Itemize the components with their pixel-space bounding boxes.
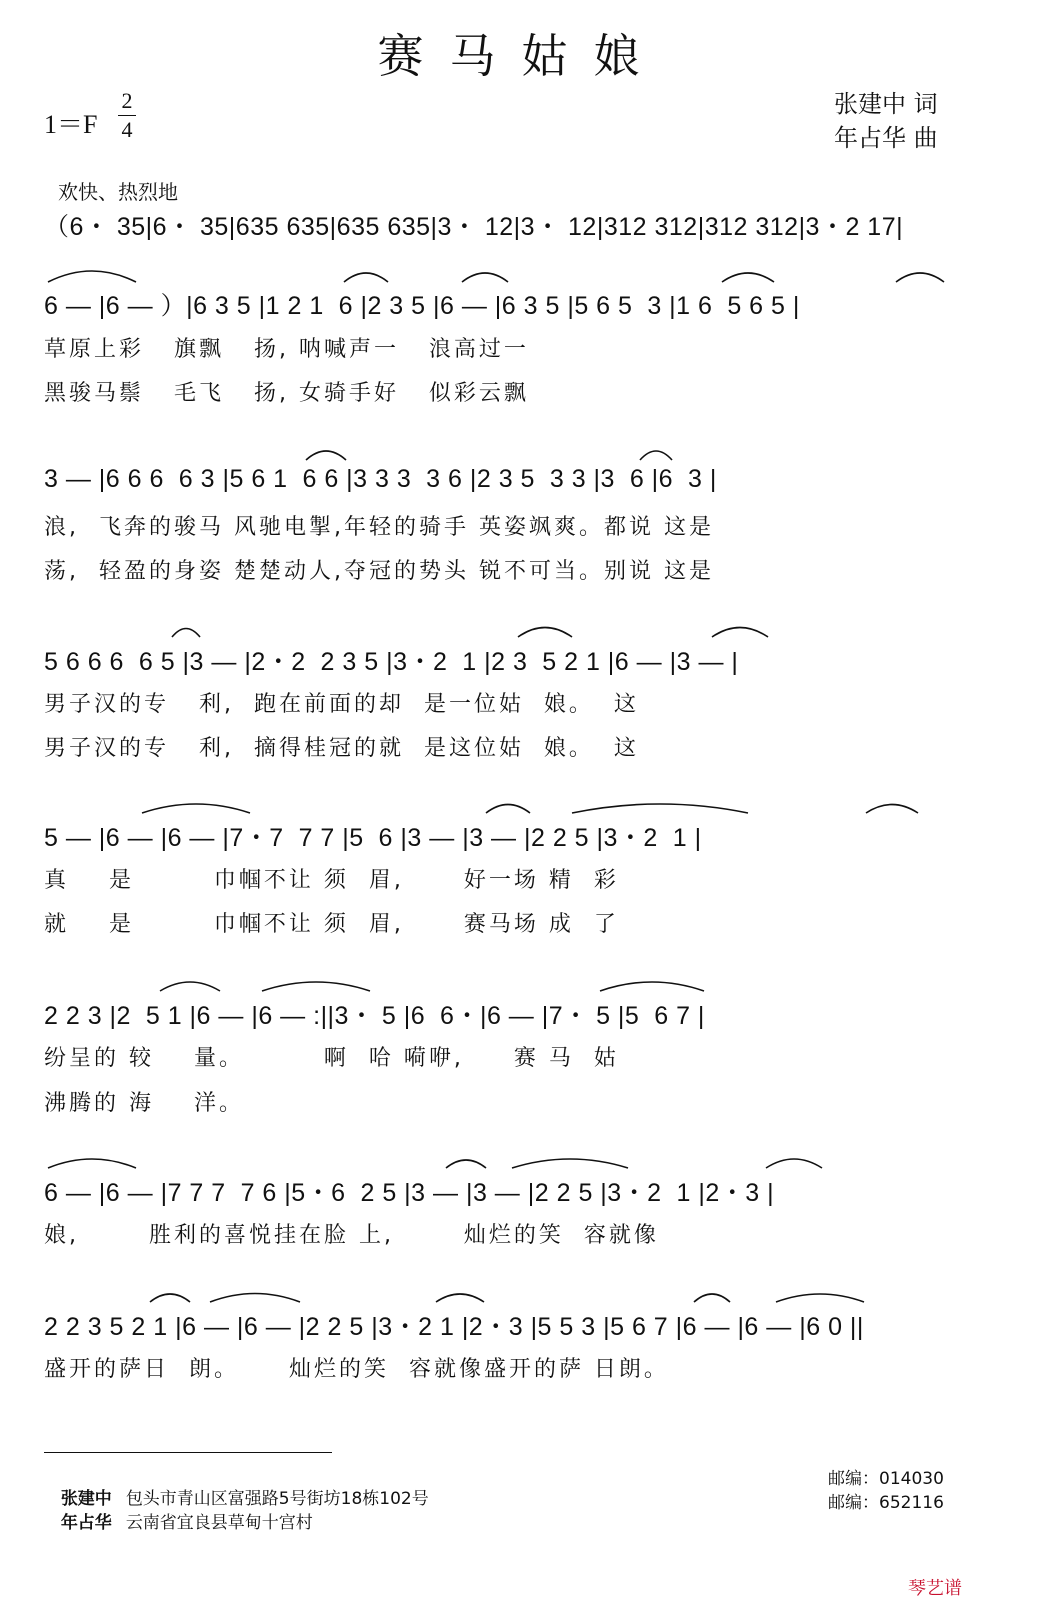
song-title: 赛马姑娘 — [377, 29, 666, 83]
lyric-line-7: 娘, 胜利的喜悦挂在脸 上, 灿烂的笑 容就像 — [44, 1223, 659, 1248]
lyric-line-3-verse-2: 荡, 轻盈的身姿 楚楚动人,夺冠的势头 锐不可当。别说 这是 — [44, 559, 714, 584]
notation-line-2: 6 — |6 — ）|6 3 5 |1 2 1 6 |2 3 5 |6 — |6 3 5 |5 6 5 3 |1 6 5 6 5 | — [44, 292, 800, 320]
footnote-name: 年占华 — [60, 1513, 112, 1533]
slur-arc — [446, 1160, 486, 1168]
notation-line-4: 5 6 6 6 6 5 |3 — |2・2 2 3 5 |3・2 1 |2 3 5 2 1 |6 — |3 — | — [44, 648, 739, 676]
lyric-line-3-verse-1: 浪, 飞奔的骏马 风驰电掣,年轻的骑手 英姿飒爽。都说 这是 — [44, 515, 714, 540]
lyric-line-4-verse-1: 男子汉的专 利, 跑在前面的却 是一位姑 娘。 这 — [44, 692, 639, 717]
slur-arc — [572, 804, 748, 813]
slur-arc — [172, 629, 200, 638]
notation-line-3: 3 — |6 6 6 6 3 |5 6 1 6 6 |3 3 3 3 6 |2 3 5 3 3 |3 6 |6 3 | — [44, 465, 717, 493]
slur-arc — [344, 273, 388, 282]
slur-arc — [600, 982, 704, 991]
composer-credit: 年占华 曲 — [834, 124, 938, 152]
lyric-line-4-verse-2: 男子汉的专 利, 摘得桂冠的就 是这位姑 娘。 这 — [44, 736, 639, 761]
lyric-line-6-verse-1: 纷呈的 较 量。 啊 哈 嗬咿, 赛 马 姑 — [44, 1046, 619, 1071]
notation-line-8: 2 2 3 5 2 1 |6 — |6 — |2 2 5 |3・2 1 |2・3 |5 5 3 |5 6 7 |6 — |6 — |6 0 || — [44, 1313, 864, 1341]
footnote-name: 张建中 — [60, 1489, 112, 1509]
lyric-line-8: 盛开的萨日 朗。 灿烂的笑 容就像盛开的萨 日朗。 — [44, 1357, 669, 1382]
slur-arc — [436, 1294, 484, 1302]
footnote-address: 云南省宜良县草甸十宫村 — [125, 1513, 313, 1533]
footnote-address: 包头市青山区富强路5号街坊18栋102号 — [125, 1489, 429, 1509]
slur-arc — [640, 451, 672, 460]
slur-arc — [766, 1159, 822, 1168]
slur-arc — [160, 982, 220, 991]
lyric-line-5-verse-2: 就 是 巾帼不让 须 眉, 赛马场 成 了 — [44, 912, 619, 937]
time-signature-bottom: 4 — [121, 117, 133, 142]
key-signature: 1＝F — [44, 110, 98, 139]
lyric-line-5-verse-1: 真 是 巾帼不让 须 眉, 好一场 精 彩 — [44, 868, 619, 893]
notation-line-7: 6 — |6 — |7 7 7 7 6 |5・6 2 5 |3 — |3 — |2 2 5 |3・2 1 |2・3 | — [44, 1179, 775, 1207]
footnote-postcode: 邮编：652116 — [828, 1493, 944, 1513]
lyric-line-6-verse-2: 沸腾的 海 洋。 — [44, 1091, 244, 1116]
lyric-line-2-verse-1: 草原上彩 旗飘 扬, 呐喊声一 浪高过一 — [44, 337, 529, 362]
slur-arc — [48, 271, 136, 282]
slur-arc — [150, 1294, 190, 1302]
slur-arc — [48, 1159, 136, 1168]
footnote-separator — [44, 1452, 332, 1453]
slur-arc — [776, 1294, 864, 1302]
notation-line-5: 5 — |6 — |6 — |7・7 7 7 |5 6 |3 — |3 — |2 2 5 |3・2 1 | — [44, 824, 702, 852]
slur-arc — [896, 273, 944, 282]
slur-arc — [262, 982, 370, 991]
watermark-logo: 琴艺谱 — [908, 1578, 962, 1599]
fraction-bar — [118, 115, 136, 116]
time-signature — [118, 88, 136, 143]
slur-arc — [512, 1159, 628, 1168]
slur-arc — [142, 804, 250, 813]
notation-line-6: 2 2 3 |2 5 1 |6 — |6 — :||3・ 5 |6 6・|6 — |7・ 5 |5 6 7 | — [44, 1002, 705, 1030]
slur-arc — [694, 1294, 730, 1302]
slur-arc — [210, 1294, 300, 1303]
tempo-marking: 欢快、热烈地 — [58, 180, 178, 204]
lyricist-credit: 张建中 词 — [834, 90, 938, 118]
slur-arc — [712, 628, 768, 638]
slur-arc — [462, 273, 508, 282]
lyric-line-2-verse-2: 黑骏马鬃 毛飞 扬, 女骑手好 似彩云飘 — [44, 381, 529, 406]
time-signature-top: 2 — [121, 88, 133, 113]
slur-arc — [306, 451, 346, 460]
notation-line-1: （6・ 35|6・ 35|635 635|635 635|3・ 12|3・ 12|312 312|312 312|3・2 17| — [44, 213, 904, 241]
slur-arc — [486, 805, 530, 814]
footnote-composer — [50, 1488, 313, 1533]
slur-arc — [518, 628, 572, 638]
footnote-postcode: 邮编：014030 — [828, 1469, 944, 1489]
slur-arc — [722, 273, 774, 282]
slur-arc — [866, 805, 918, 814]
